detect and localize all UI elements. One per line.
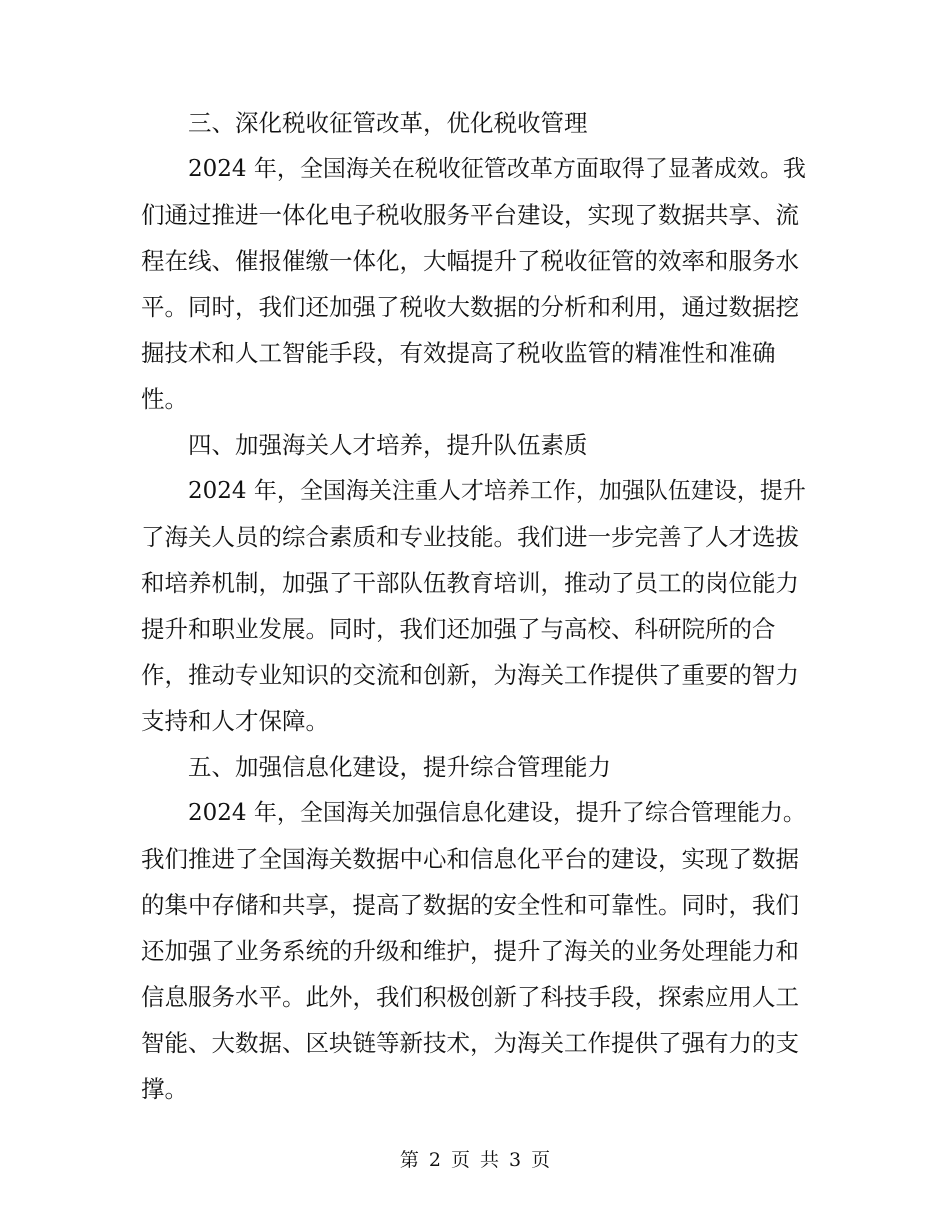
- paragraph-line: 还加强了业务系统的升级和维护，提升了海关的业务处理能力和: [141, 937, 799, 965]
- paragraph-line: 智能、大数据、区块链等新技术，为海关工作提供了强有力的支: [141, 1029, 799, 1057]
- paragraph-line: 程在线、催报催缴一体化，大幅提升了税收征管的效率和服务水: [141, 247, 799, 275]
- paragraph-line: 作，推动专业知识的交流和创新，为海关工作提供了重要的智力: [141, 661, 799, 689]
- paragraph-line: 了海关人员的综合素质和专业技能。我们进一步完善了人才选拔: [141, 523, 799, 551]
- paragraph-line: 2024 年，全国海关加强信息化建设，提升了综合管理能力。: [188, 800, 806, 826]
- section-heading-3: 三、深化税收征管改革，优化税收管理: [188, 109, 588, 137]
- paragraph-line: 提升和职业发展。同时，我们还加强了与高校、科研院所的合: [141, 615, 776, 643]
- paragraph-line: 们通过推进一体化电子税收服务平台建设，实现了数据共享、流: [141, 201, 799, 229]
- paragraph-line: 支持和人才保障。: [141, 707, 329, 735]
- section-heading-4: 四、加强海关人才培养，提升队伍素质: [188, 431, 588, 459]
- paragraph-line: 掘技术和人工智能手段，有效提高了税收监管的精准性和准确: [141, 339, 776, 367]
- document-body: [141, 100, 806, 1112]
- paragraph-line: 我们推进了全国海关数据中心和信息化平台的建设，实现了数据: [141, 845, 799, 873]
- paragraph-line: 信息服务水平。此外，我们积极创新了科技手段，探索应用人工: [141, 983, 799, 1011]
- paragraph-line: 2024 年，全国海关注重人才培养工作，加强队伍建设，提升: [188, 478, 806, 504]
- paragraph-line: 的集中存储和共享，提高了数据的安全性和可靠性。同时，我们: [141, 891, 799, 919]
- paragraph-line: 和培养机制，加强了干部队伍教育培训，推动了员工的岗位能力: [141, 569, 799, 597]
- paragraph-line: 平。同时，我们还加强了税收大数据的分析和利用，通过数据挖: [141, 293, 799, 321]
- paragraph-line: 2024 年，全国海关在税收征管改革方面取得了显著成效。我: [188, 156, 806, 182]
- page-number-footer: 第 2 页 共 3 页: [399, 1149, 551, 1171]
- paragraph-line: 撑。: [141, 1075, 188, 1103]
- paragraph-line: 性。: [141, 385, 188, 413]
- section-heading-5: 五、加强信息化建设，提升综合管理能力: [188, 753, 611, 781]
